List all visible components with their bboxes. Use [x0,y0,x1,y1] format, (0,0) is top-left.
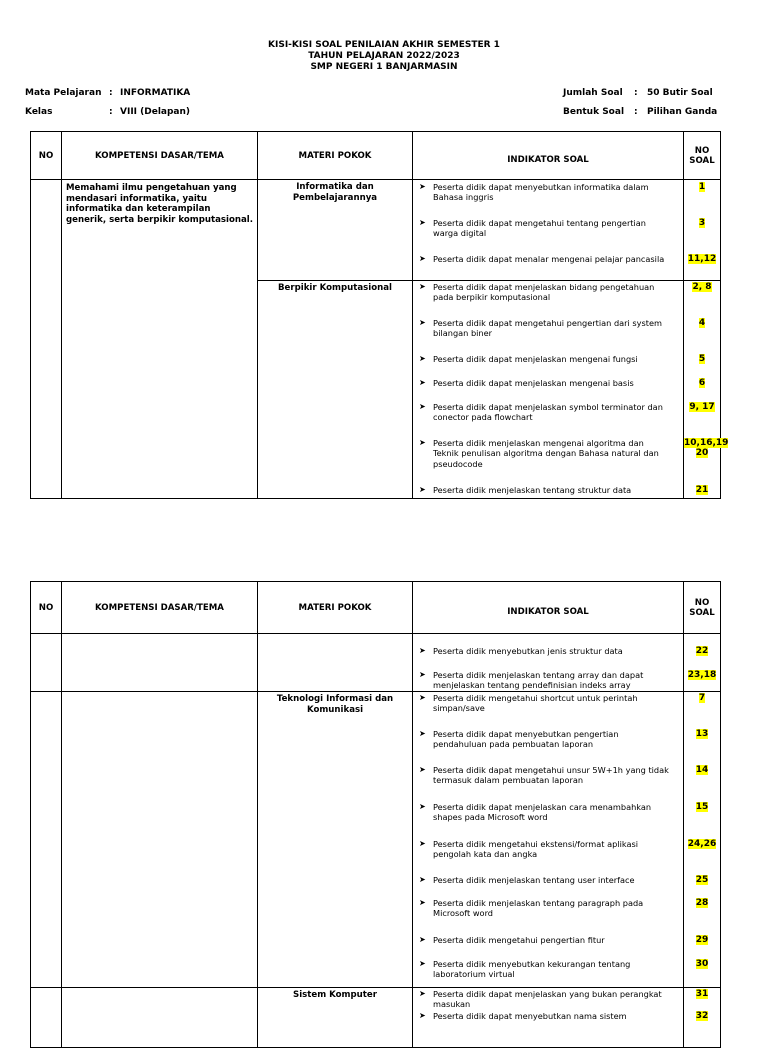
indikator-cell [413,634,684,692]
indikator-item [419,218,671,239]
indikator-text: Peserta didik dapat menyebutkan informatika dalam Bahasa inggris [433,182,649,203]
indikator-text: Peserta didik menyebutkan jenis struktur data [433,646,623,656]
arrow-bullet-icon: ➤ [419,765,426,774]
indikator-text: Peserta didik dapat menjelaskan cara menambahkan shapes pada Microsoft word [433,802,652,823]
no-soal-value: 2, 8 [692,282,712,292]
arrow-bullet-icon: ➤ [419,1011,426,1020]
no-soal-value: 9, 17 [689,402,715,412]
no-soal-value: 10,16,19 [684,438,729,448]
table-header-row [31,582,721,634]
table-header-row [31,132,721,180]
col-kd-header: KOMPETENSI DASAR/TEMA [62,132,258,180]
indikator-item [419,959,671,980]
indikator-text: Peserta didik dapat menalar mengenai pelajar pancasila [433,254,665,264]
indikator-item [419,318,671,339]
materi-pokok-cell [258,634,413,692]
kisi-table-1 [30,131,729,499]
no-soal-cell [684,180,721,281]
indikator-text: Peserta didik dapat menjelaskan mengenai basis [433,378,634,388]
indikator-item [419,402,671,423]
bentuk-label: Bentuk Soal [563,107,625,117]
materi-pokok-cell: Berpikir Komputasional [258,281,413,499]
arrow-bullet-icon: ➤ [419,218,426,227]
col-nosoal-header-line2: SOAL [689,607,715,618]
arrow-bullet-icon: ➤ [419,318,426,327]
no-soal-value: 30 [695,959,709,969]
row-no-cell [31,988,62,1048]
indikator-text: Peserta didik mengetahui pengertian fitur [433,935,605,945]
indikator-item [419,693,671,714]
arrow-bullet-icon: ➤ [419,935,426,944]
col-nosoal-header-line1: NO [694,145,710,156]
mapel-label: Mata Pelajaran [25,88,102,98]
indikator-text: Peserta didik dapat menjelaskan yang bukan perangkat masukan [433,989,662,1010]
indikator-text: Peserta didik dapat menyebutkan nama sistem [433,1011,627,1021]
no-soal-value: 4 [698,318,706,328]
arrow-bullet-icon: ➤ [419,839,426,848]
no-soal-value: 5 [698,354,706,364]
jumlah-value: 50 Butir Soal [647,88,713,98]
arrow-bullet-icon: ➤ [419,182,426,191]
kisi-table-2 [30,581,721,1048]
table-row [31,180,721,281]
no-soal-value: 7 [698,693,706,703]
no-soal-cell [684,634,721,692]
col-materi-header: MATERI POKOK [258,132,413,180]
no-soal-value: 1 [698,182,706,192]
no-soal-value: 15 [695,802,709,812]
table-row [31,988,721,1048]
kelas-sep: : [109,107,113,117]
arrow-bullet-icon: ➤ [419,693,426,702]
col-no-header: NO [31,582,62,634]
no-soal-value: 25 [695,875,709,885]
row-no-cell [31,634,62,692]
col-indikator-header: INDIKATOR SOAL [413,132,684,180]
col-nosoal-header [684,582,721,634]
no-soal-value: 6 [698,378,706,388]
kelas-label: Kelas [25,107,53,117]
kompetensi-dasar-cell: Memahami ilmu pengetahuan yang mendasari informatika, yaitu informatika dan keterampilan generik, serta berpikir komputasional. [62,180,258,499]
kompetensi-dasar-cell [62,692,258,988]
mapel-sep: : [109,88,113,98]
indikator-item [419,765,671,786]
col-nosoal-header-line2: SOAL [689,155,715,166]
col-nosoal-header-line1: NO [694,597,710,608]
mapel-value: INFORMATIKA [120,88,191,98]
indikator-cell [413,281,684,499]
no-soal-value: 3 [698,218,706,228]
no-soal-cell [684,692,721,988]
indikator-cell [413,988,684,1048]
indikator-text: Peserta didik menjelaskan tentang user interface [433,875,635,885]
arrow-bullet-icon: ➤ [419,989,426,998]
bentuk-value: Pilihan Ganda [647,107,718,117]
no-soal-value: 11,12 [687,254,717,264]
indikator-item [419,1011,671,1021]
arrow-bullet-icon: ➤ [419,282,426,291]
no-soal-value: 21 [695,485,709,495]
indikator-item [419,485,671,495]
doc-title-line3: SMP NEGERI 1 BANJARMASIN [310,62,458,72]
arrow-bullet-icon: ➤ [419,959,426,968]
no-soal-value: 28 [695,898,709,908]
table-row [31,634,721,692]
row-no-cell [31,692,62,988]
indikator-item [419,378,671,388]
arrow-bullet-icon: ➤ [419,729,426,738]
arrow-bullet-icon: ➤ [419,875,426,884]
col-nosoal-header [684,132,721,180]
arrow-bullet-icon: ➤ [419,354,426,363]
indikator-text: Peserta didik dapat menjelaskan bidang pengetahuan pada berpikir komputasional [433,282,655,303]
no-soal-value: 20 [695,448,709,458]
indikator-item [419,898,671,919]
indikator-item [419,802,671,823]
no-soal-value: 23,18 [687,670,717,680]
indikator-text: Peserta didik dapat menjelaskan symbol terminator dan conector pada flowchart [433,402,663,423]
indikator-text: Peserta didik dapat menjelaskan mengenai fungsi [433,354,638,364]
kelas-value: VIII (Delapan) [120,107,191,117]
no-soal-value: 22 [695,646,709,656]
materi-pokok-cell: Teknologi Informasi dan Komunikasi [258,692,413,988]
no-soal-value: 29 [695,935,709,945]
indikator-item [419,839,671,860]
bentuk-sep: : [634,107,638,117]
indikator-text: Peserta didik menjelaskan tentang array dan dapat menjelaskan tentang pendefinisian indeks array [433,670,644,691]
col-kd-header: KOMPETENSI DASAR/TEMA [62,582,258,634]
no-soal-cell [684,281,729,499]
indikator-item [419,646,671,656]
jumlah-sep: : [634,88,638,98]
indikator-item [419,354,671,364]
arrow-bullet-icon: ➤ [419,438,426,447]
indikator-text: Peserta didik mengetahui ekstensi/format aplikasi pengolah kata dan angka [433,839,639,860]
indikator-text: Peserta didik dapat mengetahui pengertian dari system bilangan biner [433,318,663,339]
materi-pokok-cell: Sistem Komputer [258,988,413,1048]
indikator-item [419,670,671,691]
indikator-text: Peserta didik menjelaskan tentang struktur data [433,485,632,495]
indikator-text: Peserta didik menyebutkan kekurangan tentang laboratorium virtual [433,959,631,980]
indikator-item [419,989,671,1010]
indikator-item [419,729,671,750]
arrow-bullet-icon: ➤ [419,646,426,655]
indikator-item [419,254,671,264]
indikator-text: Peserta didik dapat mengetahui unsur 5W+1h yang tidak termasuk dalam pembuatan laporan [433,765,669,786]
arrow-bullet-icon: ➤ [419,402,426,411]
arrow-bullet-icon: ➤ [419,254,426,263]
indikator-item [419,182,671,203]
indikator-text: Peserta didik mengetahui shortcut untuk perintah simpan/save [433,693,638,714]
table-row [31,692,721,988]
col-no-header: NO [31,132,62,180]
row-no-cell [31,180,62,499]
indikator-text: Peserta didik menjelaskan mengenai algoritma dan Teknik penulisan algoritma dengan Bahasa natural dan pseudocode [433,438,659,469]
arrow-bullet-icon: ➤ [419,378,426,387]
indikator-item [419,438,671,469]
no-soal-value: 24,26 [687,839,717,849]
materi-pokok-cell: Informatika dan Pembelajarannya [258,180,413,281]
arrow-bullet-icon: ➤ [419,670,426,679]
arrow-bullet-icon: ➤ [419,802,426,811]
indikator-text: Peserta didik menjelaskan tentang paragraph pada Microsoft word [433,898,644,919]
indikator-item [419,282,671,303]
col-materi-header: MATERI POKOK [258,582,413,634]
no-soal-cell [684,988,721,1048]
jumlah-label: Jumlah Soal [563,88,623,98]
kompetensi-dasar-cell [62,988,258,1048]
indikator-cell [413,180,684,281]
indikator-item [419,875,671,885]
doc-title-line2: TAHUN PELAJARAN 2022/2023 [308,51,460,61]
doc-title-line1: KISI-KISI SOAL PENILAIAN AKHIR SEMESTER 1 [268,40,500,50]
no-soal-value: 13 [695,729,709,739]
arrow-bullet-icon: ➤ [419,898,426,907]
indikator-cell [413,692,684,988]
kompetensi-dasar-cell [62,634,258,692]
indikator-text: Peserta didik dapat mengetahui tentang pengertian warga digital [433,218,646,239]
indikator-text: Peserta didik dapat menyebutkan pengertian pendahuluan pada pembuatan laporan [433,729,619,750]
no-soal-value: 31 [695,989,709,999]
arrow-bullet-icon: ➤ [419,485,426,494]
no-soal-value: 32 [695,1011,709,1021]
indikator-item [419,935,671,945]
no-soal-value: 14 [695,765,709,775]
col-indikator-header: INDIKATOR SOAL [413,582,684,634]
